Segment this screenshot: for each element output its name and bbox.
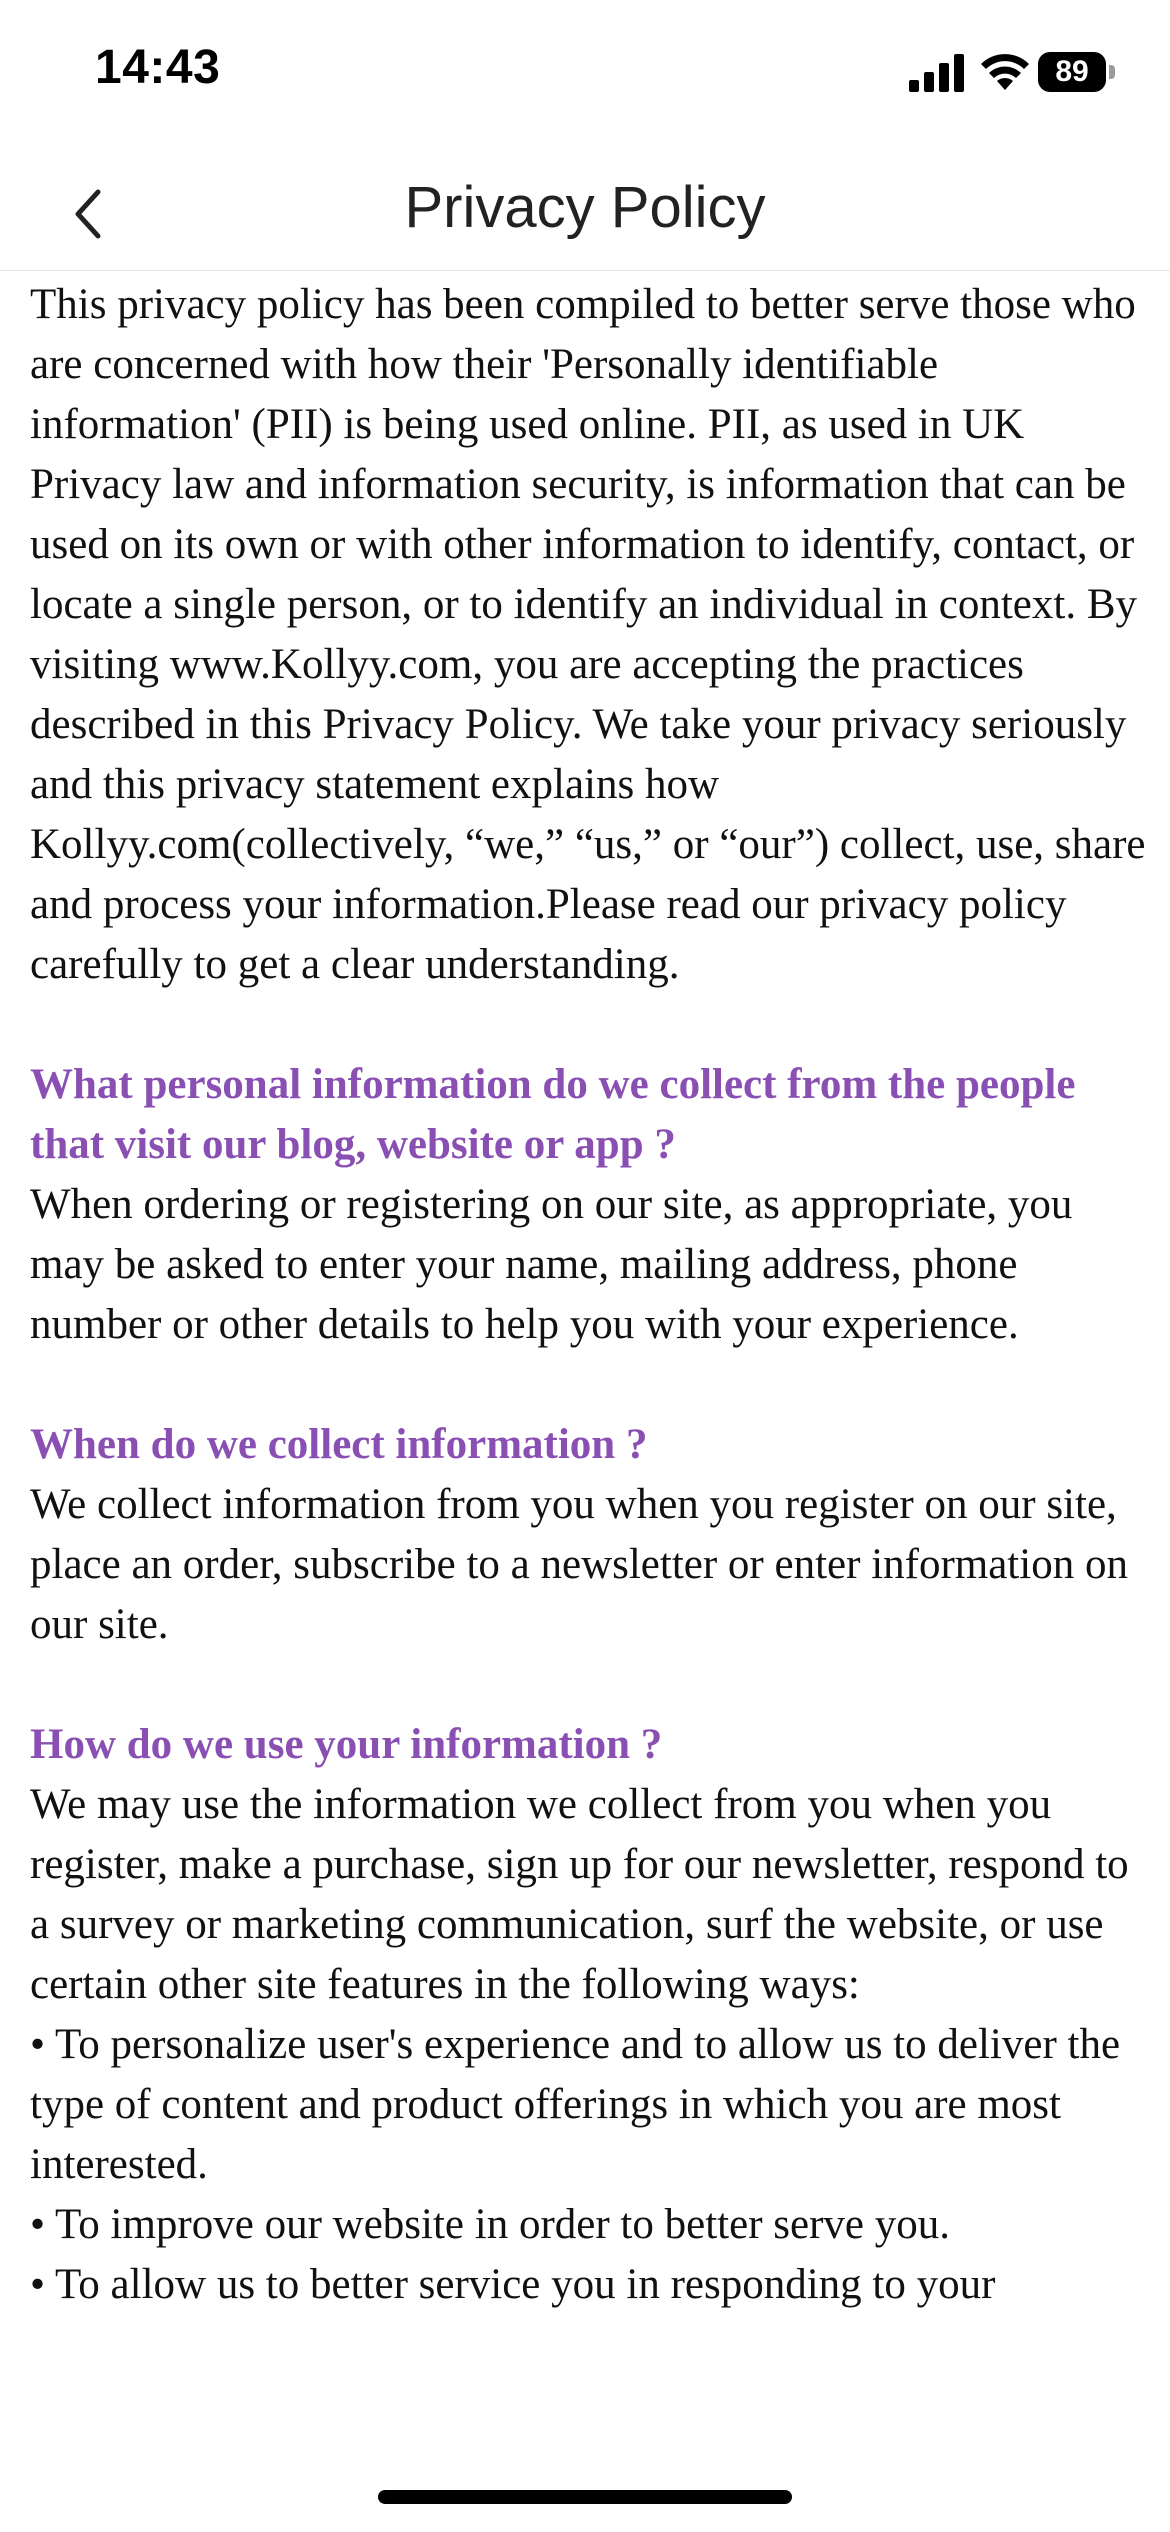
section-heading-when-collect: When do we collect information ? [30, 1421, 648, 1468]
section-spacer [30, 1655, 1150, 1715]
nav-bar [0, 150, 1170, 271]
status-bar [0, 0, 1170, 150]
policy-content[interactable] [30, 275, 1150, 2470]
signal-icon [907, 52, 967, 92]
bullet-item: • To improve our website in order to better serve you. [30, 2201, 950, 2248]
battery-cap [1109, 65, 1115, 79]
bullet-item: • To allow us to better service you in responding to your [30, 2261, 996, 2308]
battery-icon [1038, 52, 1116, 94]
section-spacer [30, 995, 1150, 1055]
section-spacer [30, 1355, 1150, 1415]
intro-paragraph: This privacy policy has been compiled to better serve those who are concerned with how their 'Personally identifiable information' (PII) is being used online. PII, as used in UK Privacy law and information security, is information that can be used on its own or with other information to identify, contact, or locate a single person, or to identify an individual in context. By visiting www.Kollyy.com, you are accepting the practices described in this Privacy Policy. We take your privacy seriously and this privacy statement explains how Kollyy.com(collectively, “we,” “us,” or “our”) collect, use, share and process your information.Please read our privacy policy carefully to get a clear understanding. [30, 281, 1146, 988]
section-heading-what-info: What personal information do we collect from the people that visit our blog, website or app ? [30, 1061, 1076, 1168]
section-body-how-use: We may use the information we collect from you when you register, make a purchase, sign up for our newsletter, respond to a survey or marketing communication, surf the website, or use certain other site features in the following ways: [30, 1781, 1129, 2008]
status-time: 14:43 [95, 41, 221, 94]
wifi-icon [978, 48, 1032, 92]
battery-level: 89 [1038, 52, 1106, 92]
home-indicator[interactable] [378, 2490, 792, 2504]
section-body-when-collect: We collect information from you when you register on our site, place an order, subscribe to a newsletter or enter information on our site. [30, 1481, 1128, 1648]
bullet-item: • To personalize user's experience and to allow us to deliver the type of content and product offerings in which you are most interested. [30, 2021, 1121, 2188]
section-body-what-info: When ordering or registering on our site, as appropriate, you may be asked to enter your name, mailing address, phone number or other details to help you with your experience. [30, 1181, 1073, 1348]
section-heading-how-use: How do we use your information ? [30, 1721, 663, 1768]
page-title: Privacy Policy [404, 175, 766, 240]
